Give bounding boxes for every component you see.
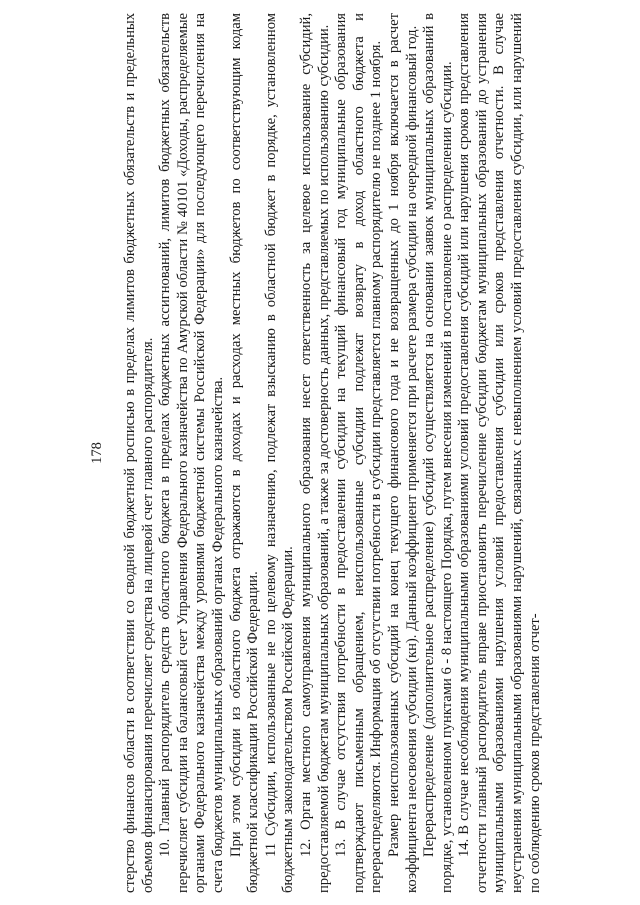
- document-body: [122, 13, 544, 893]
- paragraph: 11 Субсидии, использованные не по целевому назначению, подлежат взысканию в областной бюджет в порядке, установленном бюджетным законодательством Российской Федерации.: [262, 13, 297, 893]
- paragraph: 13. В случае отсутствия потребности в предоставлении субсидии на текущий финансовый год муниципальные образования подтверждают письменным обращением, неиспользованные субсидии подлежат возврату в доход областного бюджета и перераспределяются. Информация об отсутствии потребности в субсидии представляется главному распорядителю не позднее 1 ноября.: [333, 13, 385, 893]
- rotated-text-block: [88, 13, 558, 893]
- paragraph: При этом субсидии из областного бюджета отражаются в доходах и расходах местных бюджетов по соответствующим кодам бюджетной классификации Российской Федерации.: [227, 13, 262, 893]
- paragraph: 12. Орган местного самоуправления муниципального образования несет ответственность за целевое использование субсидий, предоставляемой бюджетам муниципальных образований, а также за достоверность данных, представляемых по использованию субсидии.: [297, 13, 332, 893]
- paragraph: Перераспределение (дополнительное распределение) субсидий осуществляется на основании заявок муниципальных образований в порядке, установленном пунктами 6 - 8 настоящего Порядка, путем внесения изменений в постановление о распределении субсидии.: [421, 13, 455, 893]
- paragraph: Размер неиспользованных субсидий на конец текущего финансового года и не возвращенных до 1 ноября включается в расчет коэффициента неосвоения субсидии (кн). Данный коэффициент применяется при расчете размера субсидии на очередной финансовый год.: [385, 13, 420, 893]
- paragraph: 10. Главный распорядитель средств областного бюджета в пределах бюджетных ассигнований, лимитов бюджетных обязательств перечисляет субсидии на балансовый счет Управления Федерального казначейства по Амурской области № 40101 «Доходы, распределяемые органами Федерального казначейства между уровнями бюджетной системы Российской Федерации» для последующего перечисления на счета бюджетов муниципальных образований органах Федерального казначейства.: [157, 13, 226, 893]
- page-number: 178: [89, 442, 105, 464]
- paragraph: стерство финансов области в соответствии со сводной бюджетной росписью в пределах лимитов бюджетных обязательств и предельных объемов финансирования перечисляет средства на лицевой счет главного распорядителя.: [122, 13, 156, 893]
- paragraph: 14. В случае несоблюдения муниципальными образованиями условий предоставления субсидий или нарушения сроков представления отчетности главный распорядитель вправе приостановить перечисление субсидии бюджетам муниципальных образований до устранения муниципальными образованиями нарушения условий предоставления субсидии или сроков представления отчетности. В случае неустранения муниципальными образованиями нарушений, связанных с невыполнением условий предоставления субсидии, или нарушений по соблюдению сроков представления отчет-: [456, 13, 543, 893]
